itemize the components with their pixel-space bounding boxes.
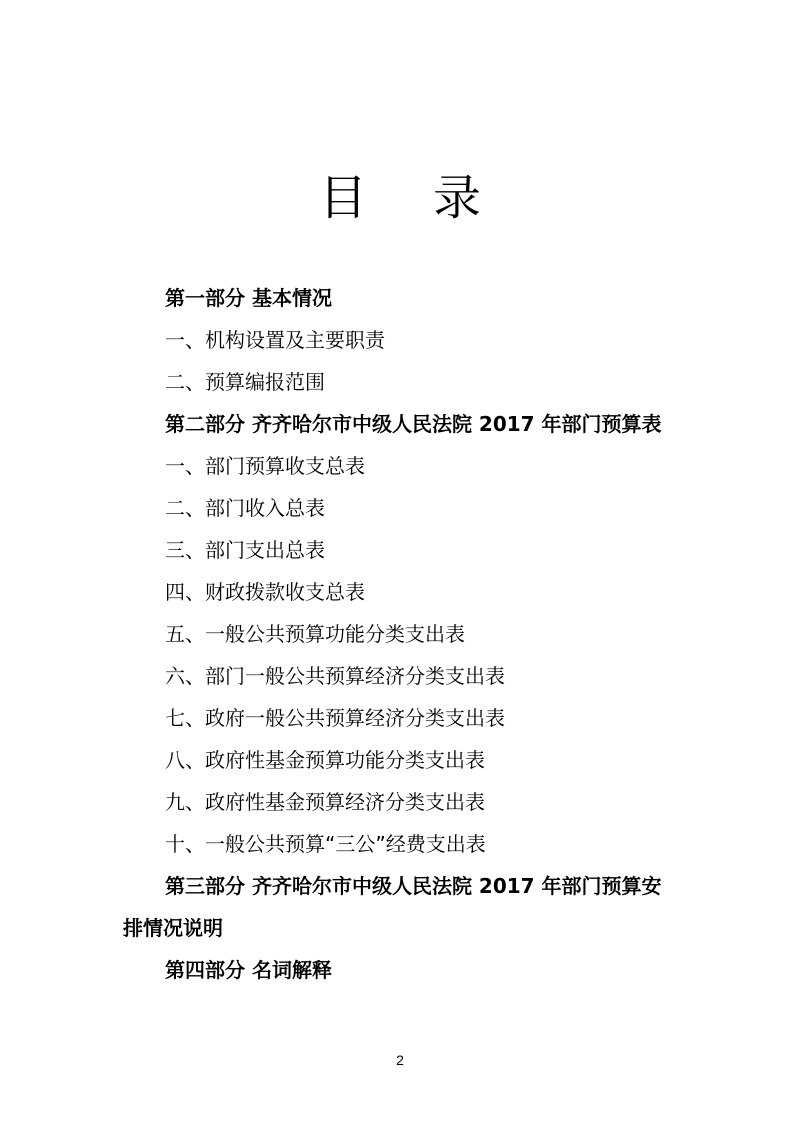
toc-item-2-10: 十、一般公共预算“三公”经费支出表 bbox=[165, 832, 486, 856]
toc-part-2: 第二部分 齐齐哈尔市中级人民法院 2017 年部门预算表 bbox=[165, 412, 662, 436]
page-number: 2 bbox=[396, 1052, 404, 1068]
toc-item-2-7: 七、政府一般公共预算经济分类支出表 bbox=[165, 706, 505, 730]
toc-item-2-4: 四、财政拨款收支总表 bbox=[165, 580, 365, 604]
toc-item-2-8: 八、政府性基金预算功能分类支出表 bbox=[165, 748, 485, 772]
toc-item-2-9: 九、政府性基金预算经济分类支出表 bbox=[165, 790, 485, 814]
toc-part-3-continued: 排情况说明 bbox=[123, 916, 223, 940]
toc-part-3: 第三部分 齐齐哈尔市中级人民法院 2017 年部门预算安 bbox=[165, 874, 662, 898]
toc-item-2-3: 三、部门支出总表 bbox=[165, 538, 325, 562]
toc-item-1-1: 一、机构设置及主要职责 bbox=[165, 328, 385, 352]
toc-item-2-1: 一、部门预算收支总表 bbox=[165, 454, 365, 478]
toc-item-2-2: 二、部门收入总表 bbox=[165, 496, 325, 520]
toc-item-2-5: 五、一般公共预算功能分类支出表 bbox=[165, 622, 465, 646]
toc-item-2-6: 六、部门一般公共预算经济分类支出表 bbox=[165, 664, 505, 688]
page-title: 目录 bbox=[318, 170, 547, 226]
toc-part-1: 第一部分 基本情况 bbox=[165, 286, 332, 310]
toc-part-4: 第四部分 名词解释 bbox=[165, 958, 332, 982]
toc-item-1-2: 二、预算编报范围 bbox=[165, 370, 325, 394]
